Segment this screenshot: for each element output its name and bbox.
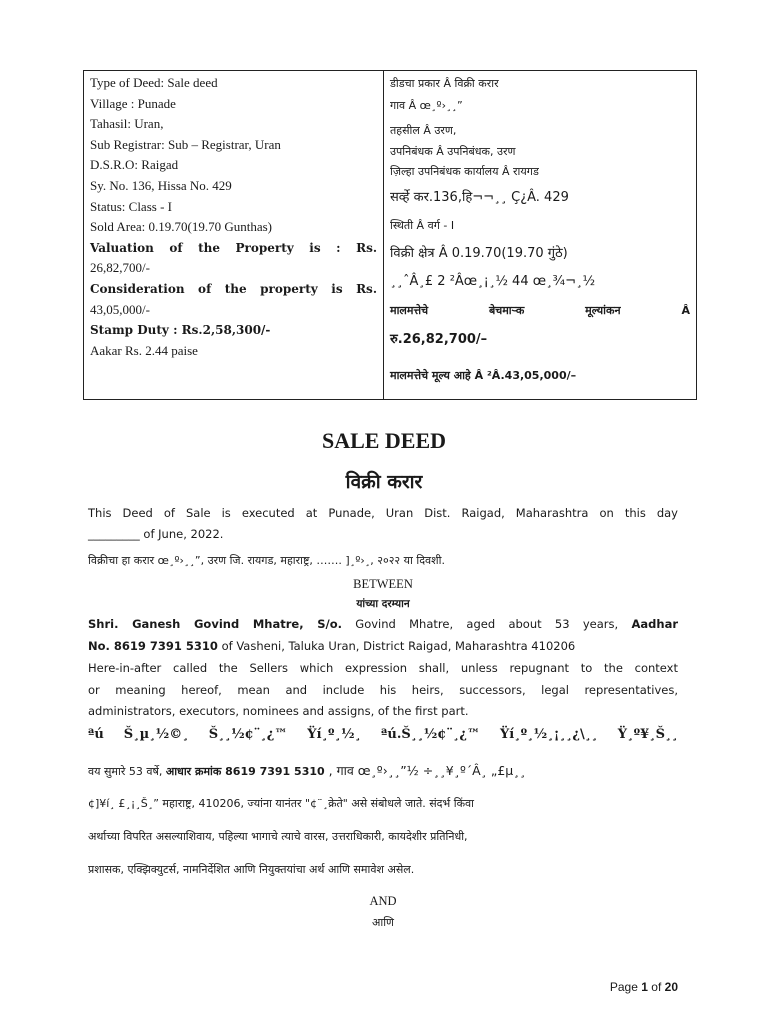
document-title-marathi: विक्री करार: [345, 471, 423, 493]
seller-father: Govind Mhatre, aged about 53 years,: [341, 617, 632, 631]
consideration-label: Consideration of the property is Rs.: [90, 281, 377, 296]
between-heading-marathi: यांच्या दरम्यान: [356, 598, 410, 610]
sold-area-mr: विक्री क्षेत्र Â 0.19.70(19.70 गुंठे): [390, 246, 568, 261]
total-pages: 20: [664, 980, 678, 994]
valuation-label: Valuation of the Property is : Rs.: [90, 240, 377, 255]
intro-marathi: विक्रीचा हा करार œ¸º›¸¸”, उरण जि. रायगड, महाराष्ट्र, ……. ]¸º›¸, २०२२ या दिवशी.: [88, 554, 446, 567]
sold-area: Sold Area: 0.19.70(19.70 Gunthas): [90, 219, 272, 235]
party1-line-5: administrators, executors, nominees and assigns, of the first part.: [88, 704, 469, 718]
aakar-mr: ¸¸ˆÂ¸£ 2 ²Âœ¸¡¸½ 44 œ¸¾¬¸½: [390, 274, 596, 289]
and-heading: AND: [369, 894, 397, 908]
seller-name: Shri. Ganesh Govind Mhatre, S/o.: [88, 617, 342, 631]
tahasil: Tahasil: Uran,: [90, 116, 164, 132]
info-table-marathi-column: [384, 71, 697, 400]
page-word: Page: [609, 980, 638, 994]
sub-registrar-mr: उपनिबंधक Â उपनिबंधक, उरण: [390, 145, 516, 158]
aadhar-mr: आधार क्रमांक 8619 7391 5310: [165, 765, 325, 778]
of-word: of: [651, 980, 662, 994]
intro-line-1: This Deed of Sale is executed at Punade, Uran Dist. Raigad, Maharashtra on this day: [88, 506, 678, 520]
dsro-mr: ज़िल्हा उपनिबंधक कार्यालय Â रायगड: [390, 165, 539, 178]
valuation-value-mr: रु.26,82,700/–: [390, 332, 488, 347]
status: Status: Class - I: [90, 198, 172, 214]
page-number: [610, 980, 678, 994]
party1-line-1: [88, 617, 678, 631]
intro-line-2: _________ of June, 2022.: [88, 527, 224, 541]
survey-number: Sy. No. 136, Hissa No. 429: [90, 177, 232, 193]
valuation-label-mr: मालमत्तेचे बेचमाऱ्क मूल्यांकन Â: [390, 304, 690, 317]
seller-address: of Vasheni, Taluka Uran, District Raigad, Maharashtra 410206: [217, 639, 576, 653]
tahasil-mr: तहसील Â उरण,: [390, 124, 457, 137]
sub-registrar: Sub Registrar: Sub – Registrar, Uran: [90, 136, 281, 152]
aakar: Aakar Rs. 2.44 paise: [90, 342, 198, 358]
party1-marathi-line-2: [88, 762, 678, 779]
info-table-english-column: [84, 71, 384, 400]
party1-marathi-line-1: ªú Š¸µ¸½©¸ Š¸¸½¢¨¸¿™ Ÿí¸º¸½¸ ªú.Š¸¸½¢¨¸¿™ Ÿí¸º¸½¸¡¸¸¿\¸¸ Ÿ¸º¥¸Š¸¸: [88, 727, 678, 742]
party1-line-2: [88, 639, 678, 653]
survey-number-mr: सर्व्हे कर.136,हि¬¬¸¸ Ç¿Â. 429: [390, 190, 569, 205]
stamp-duty: Stamp Duty : Rs.2,58,300/-: [90, 323, 271, 338]
aadhar-number: No. 8619 7391 5310: [88, 639, 218, 653]
party1-line-4: or meaning hereof, mean and include his heirs, successors, legal representatives,: [88, 683, 678, 697]
party1-marathi-line-5: प्रशासक, एक्झिक्युटर्स, नामनिर्देशित आणि नियुक्तयांचा अर्थ आणि समावेश असेल.: [88, 863, 415, 876]
deed-type: Type of Deed: Sale deed: [90, 75, 218, 90]
consideration-mr: मालमत्तेचे मूल्य आहे Â ²Â.43,05,000/–: [390, 369, 577, 382]
consideration-value: 43,05,000/-: [90, 301, 150, 317]
aadhar-label: Aadhar: [631, 617, 679, 631]
party1-marathi-line-3: ¢]¥í¸ £¸¡¸Š¸” महाराष्ट्र, 410206, ज्यांना यानंतर "¢¨¸क्रेते" असे संबोधले जाते. संदर्भ किंवा: [88, 797, 475, 810]
status-mr: स्थिती Â वर्ग - I: [390, 219, 455, 232]
party1-line-3: Here-in-after called the Sellers which expression shall, unless repugnant to the context: [88, 661, 678, 675]
between-heading: BETWEEN: [353, 577, 413, 591]
deed-type-mr: डीडचा प्रकार Â विक्री करार: [390, 77, 499, 90]
dsro: D.S.R.O: Raigad: [90, 157, 179, 173]
current-page: 1: [641, 980, 648, 994]
document-title: SALE DEED: [321, 428, 447, 453]
village-mr: गाव Â œ¸º›¸¸”: [390, 99, 463, 112]
deed-info-table: [83, 70, 697, 400]
party1-marathi-line-4: अर्थाच्या विपरित असल्याशिवाय, पहिल्या भागाचे त्याचे वारस, उत्तराधिकारी, कायदेशीर प्रतिनिधी,: [88, 830, 468, 843]
age-mr: वय सुमारे 53 वर्षे,: [88, 765, 166, 778]
valuation-value: 26,82,700/-: [90, 260, 150, 276]
village: Village : Punade: [90, 95, 176, 111]
village-mr-text: , गाव œ¸º›¸¸”½ ÷¸¸¥¸º´Â¸ „£µ¸¸: [324, 763, 526, 778]
and-heading-marathi: आणि: [371, 916, 395, 929]
